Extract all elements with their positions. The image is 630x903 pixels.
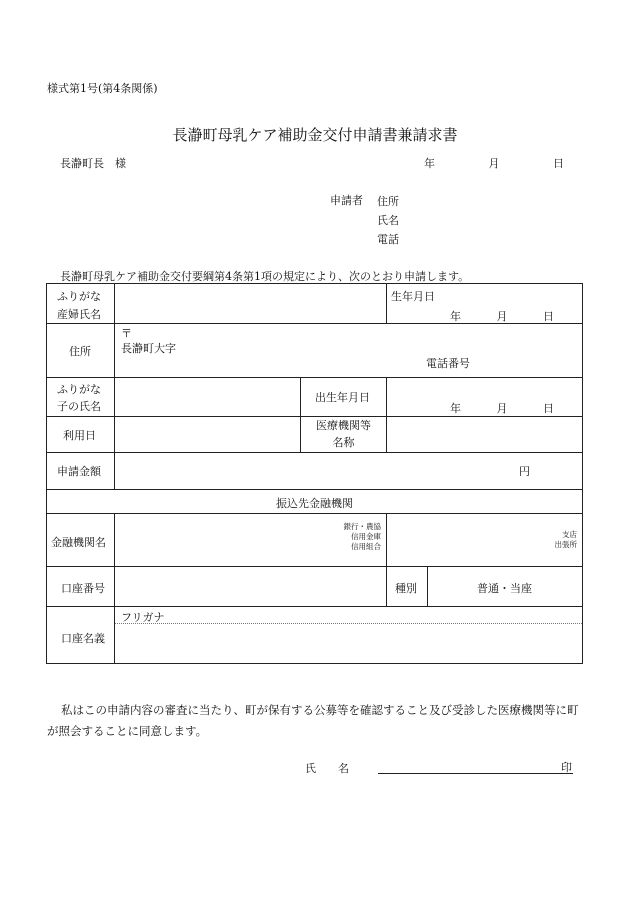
row-divider: [47, 606, 582, 607]
birthdate-label: 生年月日: [391, 290, 435, 303]
katakana-label: フリガナ: [121, 611, 165, 624]
postal-mark: 〒: [121, 327, 132, 340]
consent-text: 私はこの申請内容の審査に当たり、町が保有する公募等を確認すること及び受診した医療機関等に町が照会することに同意します。: [47, 703, 579, 738]
bank-type-options: [327, 522, 381, 552]
birthdate-ymd: [450, 308, 554, 324]
row-divider: [47, 513, 582, 514]
mother-name-label: 産婦氏名: [57, 308, 101, 321]
branch-type-options: [537, 530, 577, 550]
bank-name-label: 金融機関名: [51, 536, 106, 549]
furigana-label: ふりがな: [57, 290, 101, 303]
furigana-label-child: ふりがな: [57, 383, 101, 396]
application-table: [46, 283, 583, 664]
date-line: [424, 155, 564, 171]
child-birthdate-ymd: [450, 400, 554, 416]
applicant-label: 申請者: [330, 194, 363, 207]
signature-line: [378, 773, 573, 774]
phone-label: 電話番号: [426, 357, 470, 370]
furigana-dotted-line: [115, 623, 582, 624]
applicant-fields: [377, 192, 399, 249]
applicant-phone-label: 電話: [377, 233, 399, 246]
date-year: 年: [424, 157, 435, 170]
yen-label: 円: [519, 465, 530, 478]
branch-type-option: 支店: [562, 530, 577, 539]
month-label: 月: [496, 402, 508, 415]
bank-type-option: 銀行・農協: [343, 522, 381, 531]
signature-label: 氏 名: [305, 762, 349, 775]
col-divider: [427, 566, 428, 606]
form-number: 様式第1号(第4条関係): [47, 82, 158, 95]
day-label: 日: [543, 402, 554, 415]
row-divider: [47, 489, 582, 490]
child-name-label: 子の氏名: [57, 400, 101, 413]
row-divider: [47, 377, 582, 378]
day-label: 日: [543, 310, 554, 323]
address-label: 住所: [69, 345, 91, 358]
use-date-label: 利用日: [63, 429, 96, 442]
bank-type-option: 信用金庫: [351, 532, 381, 541]
seal-mark: 印: [561, 761, 572, 774]
col-divider: [386, 284, 387, 323]
addressee: 長瀞町長 様: [60, 157, 126, 170]
row-divider: [47, 566, 582, 567]
col-divider: [386, 377, 387, 452]
account-type-label: 種別: [395, 582, 417, 595]
date-month: 月: [488, 157, 500, 170]
col-divider: [386, 513, 387, 606]
date-day: 日: [553, 157, 564, 170]
account-type-value: 普通・当座: [477, 582, 532, 595]
bank-type-option: 信用組合: [351, 542, 381, 551]
year-label: 年: [450, 310, 461, 323]
document-title: 長瀞町母乳ケア補助金交付申請書兼請求書: [172, 126, 458, 144]
facility-label-2: 名称: [332, 436, 355, 449]
col-divider: [114, 284, 115, 489]
facility-label-1: 医療機関等: [316, 419, 371, 432]
child-birthdate-label: 出生年月日: [315, 391, 370, 404]
branch-type-option: 出張所: [554, 540, 577, 549]
intro-text: 長瀞町母乳ケア補助金交付要綱第4条第1項の規定により、次のとおり申請します。: [60, 270, 470, 283]
account-holder-label: 口座名義: [61, 632, 105, 645]
applicant-address-label: 住所: [377, 195, 399, 208]
month-label: 月: [496, 310, 508, 323]
account-number-label: 口座番号: [61, 582, 105, 595]
row-divider: [47, 452, 582, 453]
amount-label: 申請金額: [57, 465, 101, 478]
col-divider: [114, 513, 115, 663]
year-label: 年: [450, 402, 461, 415]
address-prefix: 長瀞町大字: [121, 342, 176, 355]
applicant-name-label: 氏名: [377, 214, 399, 227]
transfer-header: 振込先金融機関: [276, 497, 353, 510]
